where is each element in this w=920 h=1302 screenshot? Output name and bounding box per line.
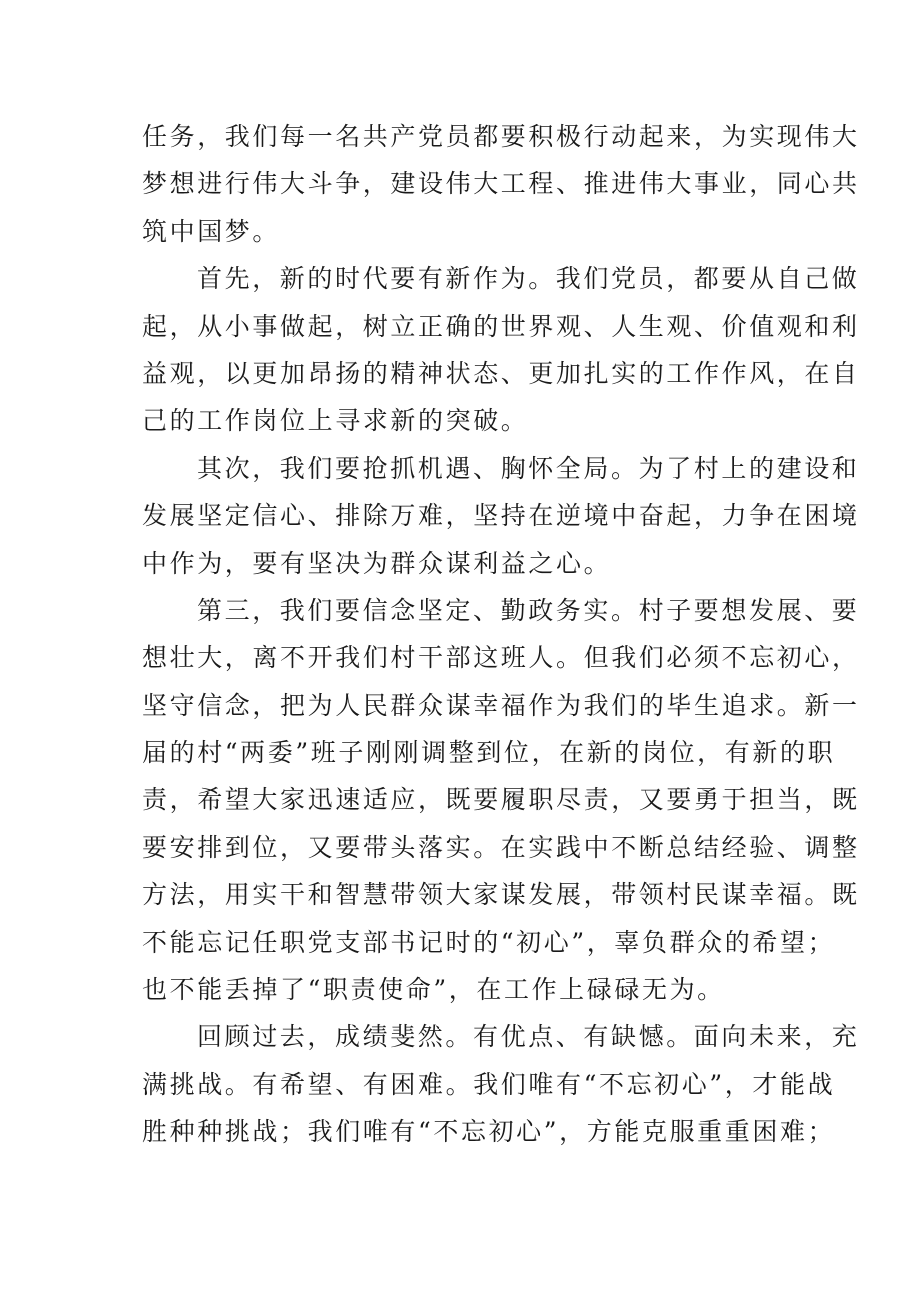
- text-line: 己的工作岗位上寻求新的突破。: [142, 406, 529, 436]
- paragraph-first-line: 回顾过去，成绩斐然。有优点、有缺憾。面向未来，充: [197, 1022, 860, 1052]
- paragraph-first-line: 首先，新的时代要有新作为。我们党员，都要从自己做: [197, 264, 860, 294]
- text-line: 胜种种挑战；我们唯有“不忘初心”，方能克服重重困难；: [142, 1117, 836, 1147]
- paragraph-first-line: 其次，我们要抢抓机遇、胸怀全局。为了村上的建设和: [197, 453, 860, 483]
- text-line: 坚守信念，把为人民群众谋幸福作为我们的毕生追求。新一: [142, 690, 860, 720]
- text-line: 梦想进行伟大斗争，建设伟大工程、推进伟大事业，同心共: [142, 169, 860, 199]
- text-line: 届的村“两委”班子刚刚调整到位，在新的岗位，有新的职: [142, 738, 836, 768]
- text-line: 要安排到位，又要带头落实。在实践中不断总结经验、调整: [142, 832, 860, 862]
- text-line: 中作为，要有坚决为群众谋利益之心。: [142, 548, 612, 578]
- text-line: 益观，以更加昂扬的精神状态、更加扎实的工作作风，在自: [142, 358, 860, 388]
- paragraph-first-line: 第三，我们要信念坚定、勤政务实。村子要想发展、要: [197, 595, 860, 625]
- text-line: 筑中国梦。: [142, 216, 281, 246]
- text-line: 方法，用实干和智慧带领大家谋发展，带领村民谋幸福。既: [142, 880, 860, 910]
- text-line: 责，希望大家迅速适应，既要履职尽责，又要勇于担当，既: [142, 785, 860, 815]
- text-line: 任务，我们每一名共产党员都要积极行动起来，为实现伟大: [142, 122, 860, 151]
- text-line: 发展坚定信心、排除万难，坚持在逆境中奋起，力争在困境: [142, 501, 860, 531]
- text-line: 也不能丢掉了“职责使命”，在工作上碌碌无为。: [142, 975, 725, 1005]
- text-line: 想壮大，离不开我们村干部这班人。但我们必须不忘初心，: [142, 643, 860, 673]
- document-body: [142, 113, 860, 1156]
- text-line: 起，从小事做起，树立正确的世界观、人生观、价值观和利: [142, 311, 860, 341]
- text-line: 满挑战。有希望、有困难。我们唯有“不忘初心”，才能战: [142, 1069, 836, 1099]
- text-line: 不能忘记任职党支部书记时的“初心”，辜负群众的希望；: [142, 927, 836, 957]
